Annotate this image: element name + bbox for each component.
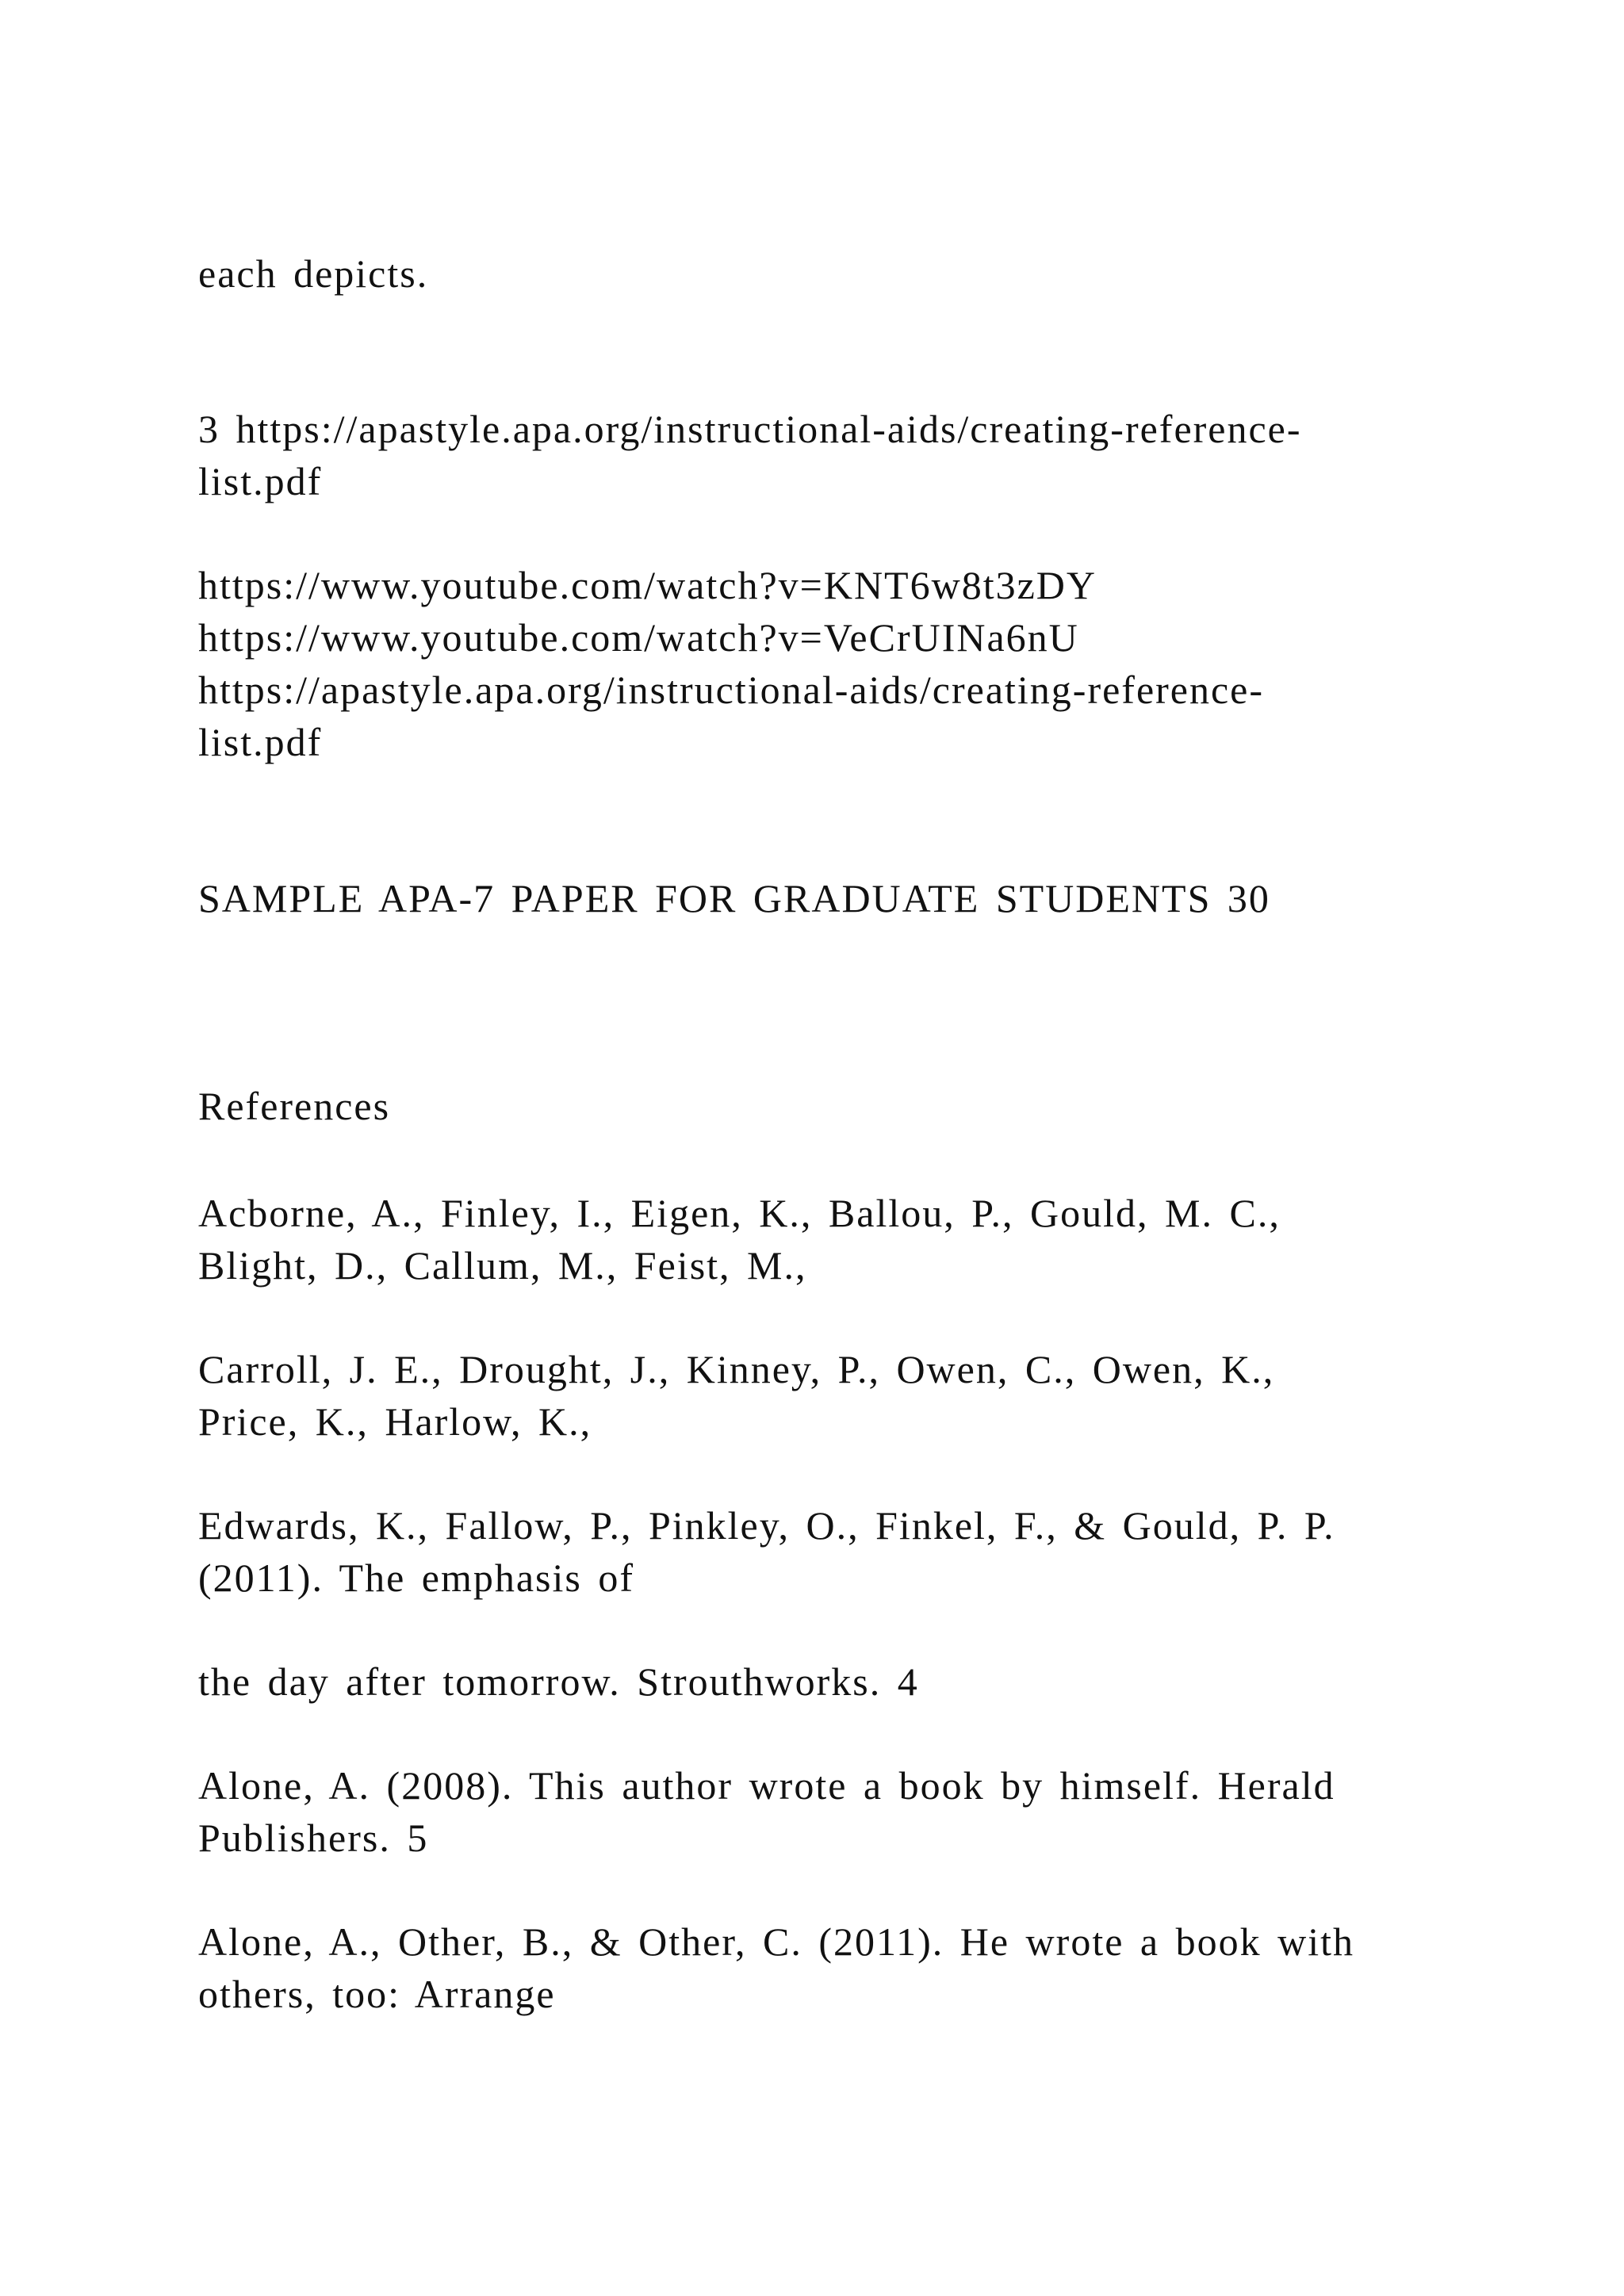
apa-reference-link[interactable]: https://apastyle.apa.org/instructional-aids/creating-reference- [198,668,1265,712]
reference-entry-line: (2011). The emphasis of [198,1556,635,1600]
reference-entry-line: Blight, D., Callum, M., Feist, M., [198,1243,807,1288]
footnote-line: list.pdf [198,459,323,503]
youtube-link-1[interactable]: https://www.youtube.com/watch?v=KNT6w8t3zDY [198,563,1097,607]
running-head: SAMPLE APA-7 PAPER FOR GRADUATE STUDENTS 30 [198,876,1270,920]
continuation-text: each depicts. [198,251,429,296]
reference-entry-line: Alone, A. (2008). This author wrote a book by himself. Herald [198,1763,1335,1808]
references-heading: References [198,1084,391,1128]
reference-entry-line: Publishers. 5 [198,1816,429,1860]
reference-entry-line: Acborne, A., Finley, I., Eigen, K., Ballou, P., Gould, M. C., [198,1191,1281,1235]
reference-entry-line: Alone, A., Other, B., & Other, C. (2011). He wrote a book with [198,1919,1354,1964]
reference-entry-line: Carroll, J. E., Drought, J., Kinney, P., Owen, C., Owen, K., [198,1347,1275,1391]
youtube-link-2[interactable]: https://www.youtube.com/watch?v=VeCrUINa6nU [198,615,1079,660]
reference-entry-line: the day after tomorrow. Strouthworks. 4 [198,1659,919,1704]
reference-entry-line: Price, K., Harlow, K., [198,1399,592,1444]
reference-entry-line: Edwards, K., Fallow, P., Pinkley, O., Finkel, F., & Gould, P. P. [198,1503,1335,1548]
apa-reference-link-continued[interactable]: list.pdf [198,720,323,764]
reference-entry-line: others, too: Arrange [198,1972,556,2016]
footnote-line: 3 https://apastyle.apa.org/instructional-aids/creating-reference- [198,407,1302,451]
